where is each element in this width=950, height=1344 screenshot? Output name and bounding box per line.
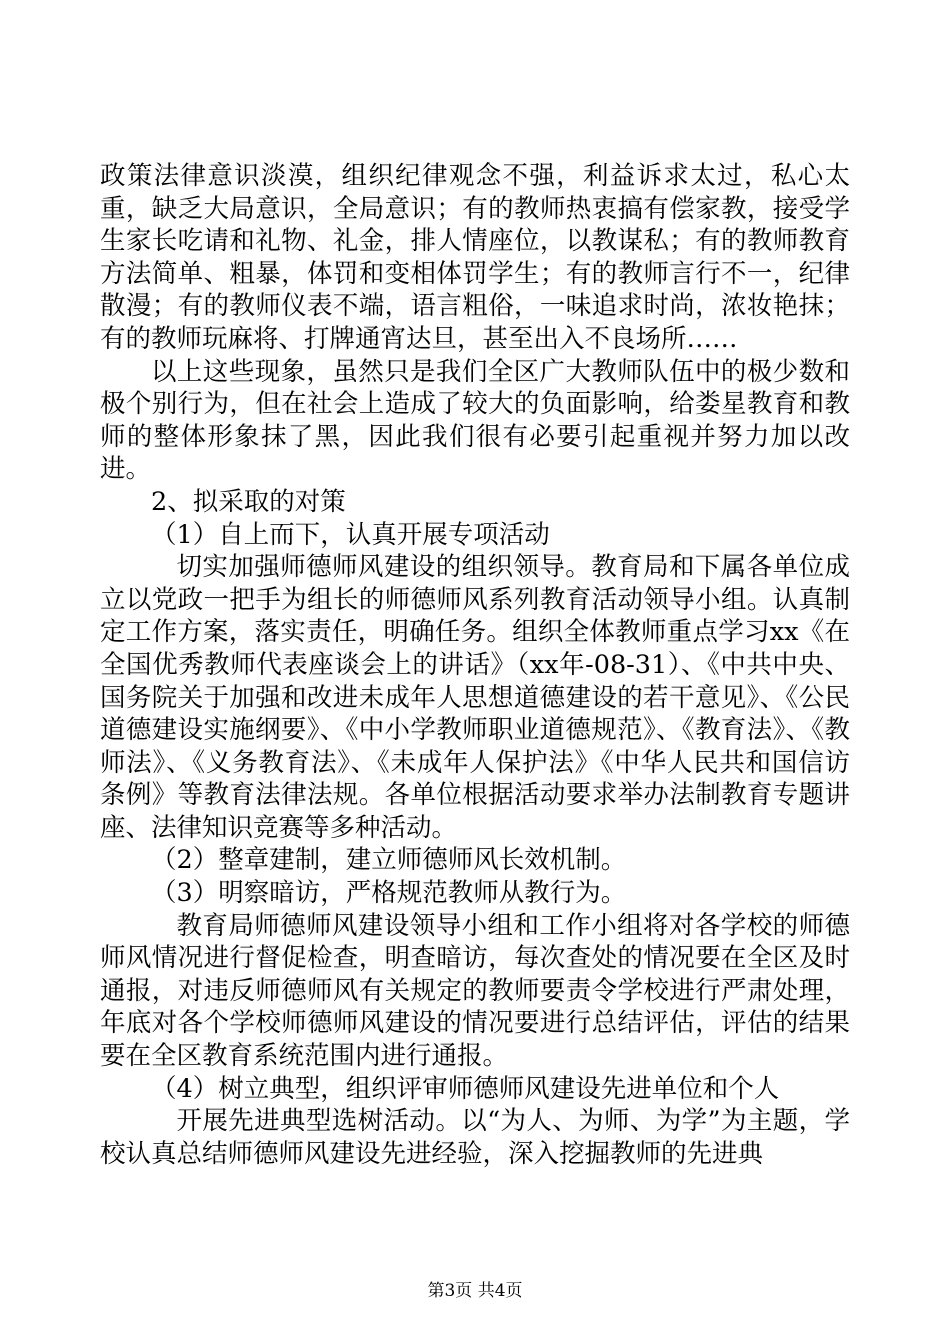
paragraph-3: 切实加强师德师风建设的组织领导。教育局和下属各单位成立以党政一把手为组长的师德师风系列教育活动领导小组。认真制定工作方案，落实责任，明确任务。组织全体教师重点学习xx《在全国优秀教师代表座谈会上的讲话》（xx年-08-31）、《中共中央、国务院关于加强和改进未成年人思想道德建设的若干意见》、《公民道德建设实施纲要》、《中小学教师职业道德规范》、《教育法》、《教师法》、《义务教育法》、《未成年人保护法》《中华人民共和国信访条例》等教育法律法规。各单位根据活动要求举办法制教育专题讲座、法律知识竞赛等多种活动。 (100, 552, 850, 843)
page-number-footer: 第3页 共4页 (427, 1281, 523, 1301)
paragraph-4: 教育局师德师风建设领导小组和工作小组将对各学校的师德师风情况进行督促检查，明查暗访，每次查处的情况要在全区及时通报，对违反师德师风有关规定的教师要责令学校进行严肃处理，年底对各个学校师德师风建设的情况要进行总结评估，评估的结果要在全区教育系统范围内进行通报。 (100, 910, 850, 1072)
subheading-2: （2）整章建制，建立师德师风长效机制。 (151, 845, 627, 876)
paragraph-2: 以上这些现象，虽然只是我们全区广大教师队伍中的极少数和极个别行为，但在社会上造成了较大的负面影响，给娄星教育和教师的整体形象抹了黑，因此我们很有必要引起重视并努力加以改进。 (100, 356, 850, 485)
subheading-4: （4）树立典型，组织评审师德师风建设先进单位和个人 (151, 1073, 780, 1104)
subheading-1: （1）自上而下，认真开展专项活动 (151, 519, 550, 550)
document-body (100, 160, 850, 1170)
section-heading-countermeasures: 2、拟采取的对策 (151, 486, 346, 517)
paragraph-1: 政策法律意识淡漠，组织纪律观念不强，利益诉求太过，私心太重，缺乏大局意识，全局意识；有的教师热衷搞有偿家教，接受学生家长吃请和礼物、礼金，排人情座位，以教谋私；有的教师教育方法简单、粗暴，体罚和变相体罚学生；有的教师言行不一，纪律散漫；有的教师仪表不端，语言粗俗，一味追求时尚，浓妆艳抹；有的教师玩麻将、打牌通宵达旦，甚至出入不良场所…… (100, 161, 850, 354)
paragraph-5: 开展先进典型选树活动。以“为人、为师、为学”为主题，学校认真总结师德师风建设先进经验，深入挖掘教师的先进典 (100, 1106, 850, 1169)
subheading-3: （3）明察暗访，严格规范教师从教行为。 (151, 878, 627, 909)
